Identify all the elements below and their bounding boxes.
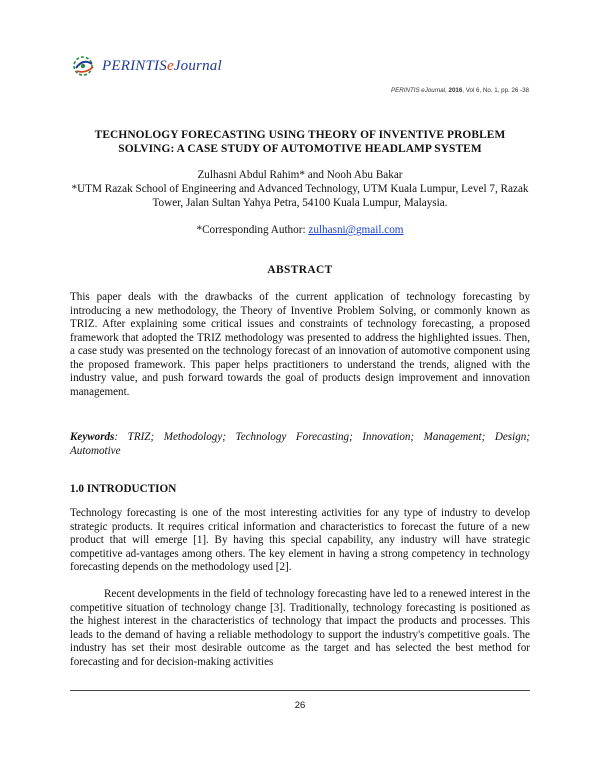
footer-divider (70, 690, 530, 691)
intro-paragraph-2: Recent developments in the field of technology forecasting have led to a renewed interest in the competitive situation of technology change [3]. Traditionally, technology forecasting is positioned as the highest interest in the characteristics of technology that impact the products and processes. This leads to the demand of having a reliable methodology to support the industry's competitive goals. The industry has set their most desirable outcome as the target and has selected the best method for forecasting and for decision-making activities (70, 588, 530, 668)
keywords-list: : TRIZ; Methodology; Technology Forecasting; Innovation; Management; Design; Automotive (70, 431, 530, 457)
corresponding-author (60, 224, 540, 236)
author-block (60, 168, 540, 210)
paper-title: TECHNOLOGY FORECASTING USING THEORY OF INVENTIVE PROBLEM SOLVING: A CASE STUDY OF AUTOMOTIVE HEADLAMP SYSTEM (94, 129, 506, 155)
author-names: Zulhasni Abdul Rahim* and Nooh Abu Bakar (197, 169, 403, 181)
section-heading: 1.0 INTRODUCTION (70, 483, 177, 495)
author-email-link[interactable]: zulhasni@gmail.com (308, 224, 404, 236)
abstract-heading: ABSTRACT (267, 264, 333, 276)
keywords (70, 431, 530, 458)
journal-logo (70, 52, 222, 80)
author-affiliation: *UTM Razak School of Engineering and Advanced Technology, UTM Kuala Lumpur, Level 7, Razak Tower, Jalan Sultan Yahya Petra, 54100 Kuala Lumpur, Malaysia. (71, 183, 529, 209)
keywords-label: Keywords (70, 431, 115, 443)
logo-wordmark: PERINTISeJournal (102, 57, 222, 74)
page-number: 26 (294, 700, 306, 711)
intro-paragraph-1: Technology forecasting is one of the most interesting activities for any type of industry to develop strategic products. It requires critical information and characteristics to forecast the future of a new product that will emerge [1]. By having this special capability, any industry will have strategic competitive ad-vantages among others. The key element in having a strong competency in technology forecasting depends on the methodology used [2]. (70, 507, 530, 573)
running-head: PERINTIS eJournal, 2016, Vol 6, No. 1, pp. 26 -38 (391, 87, 529, 94)
logo-emblem-icon (70, 52, 100, 80)
abstract-text: This paper deals with the drawbacks of the current application of technology forecasting by introducing a new methodology, the Theory of Inventive Problem Solving, or commonly known as TRIZ. After explaining some critical issues and constraints of technology forecasting, a proposed framework that adopted the TRIZ methodology was presented to address the highlighted issues. Then, a case study was presented on the technology forecast of an innovation of automotive component using the proposed framework. This paper helps practitioners to understand the trends, aligned with the industry value, and push forward towards the goal of products design improvement and innovation management. (70, 291, 530, 398)
corresponding-label: *Corresponding Author: (196, 224, 309, 236)
